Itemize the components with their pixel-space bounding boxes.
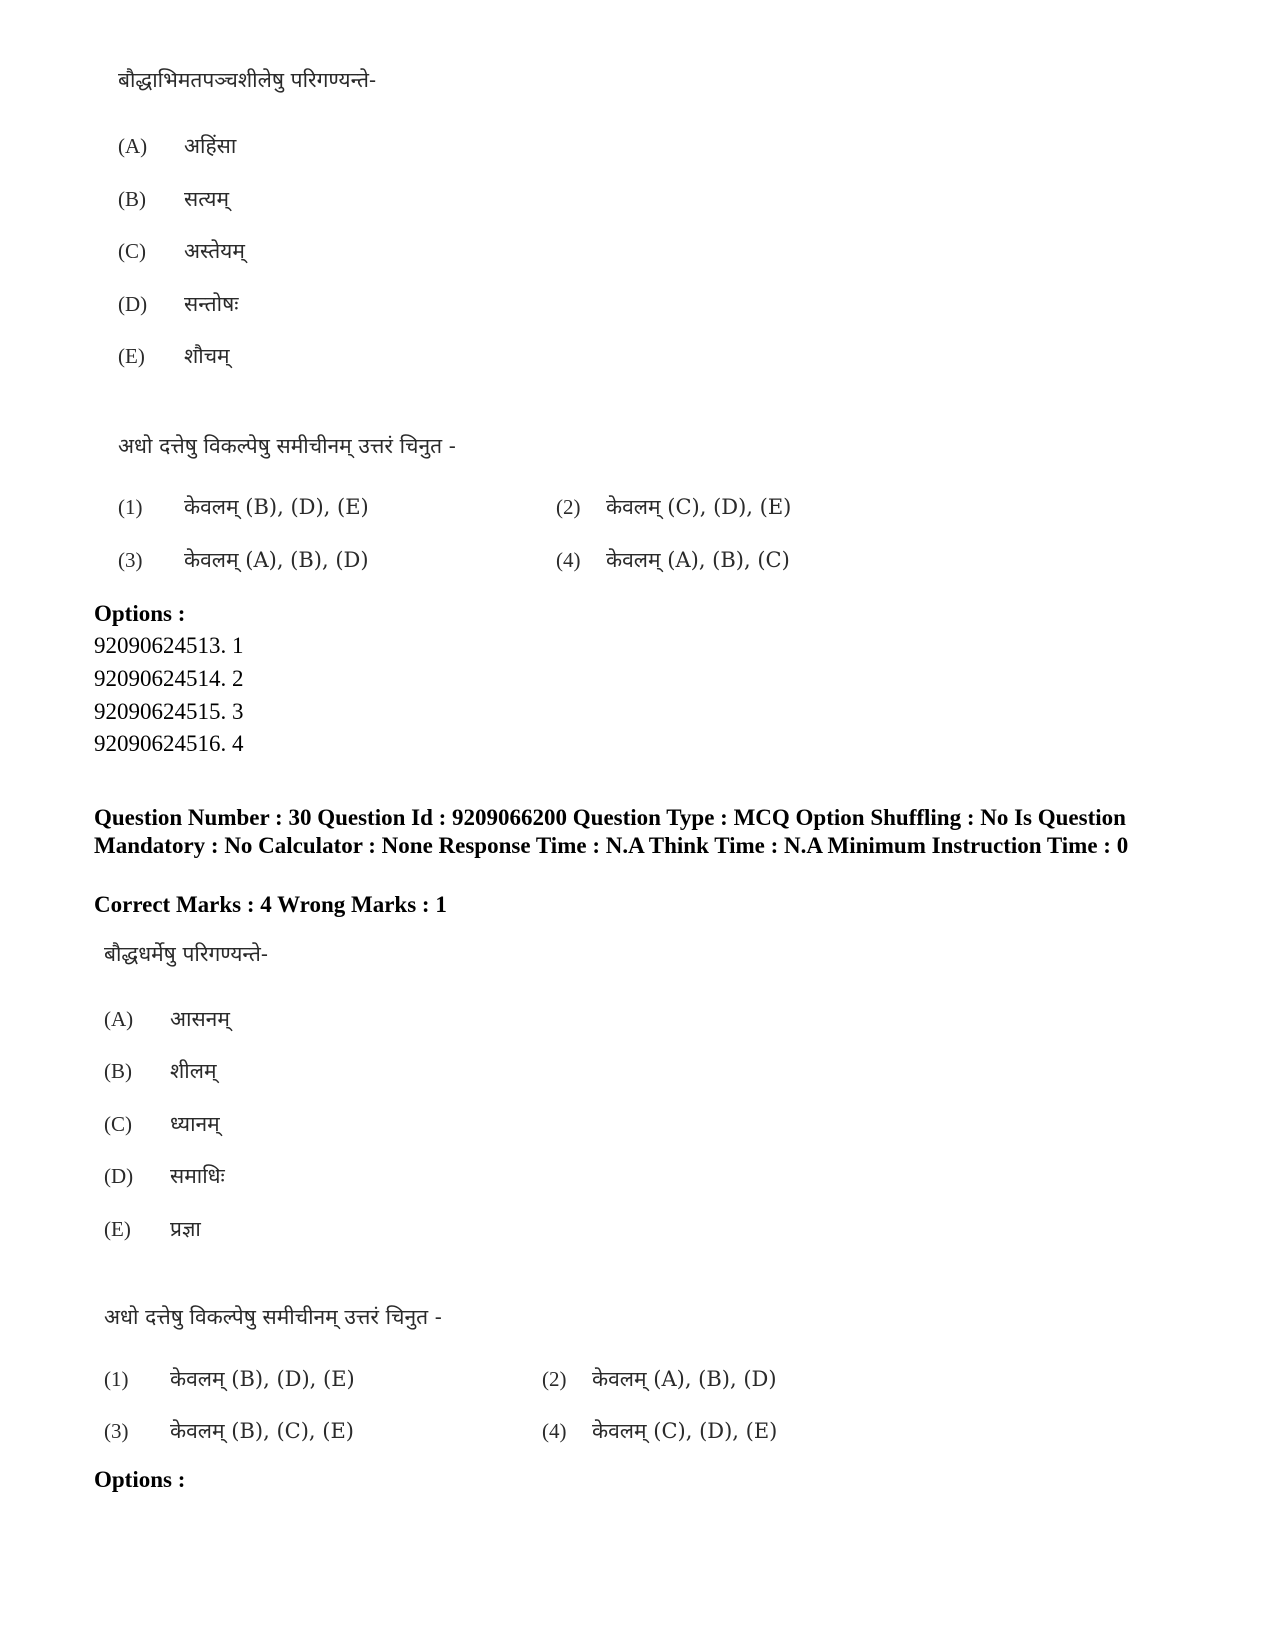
q30-choice-text: केवलम् (B), (C), (E)	[170, 1419, 354, 1443]
q29-choice-number: (3)	[118, 548, 143, 572]
q30-choice-number: (3)	[104, 1419, 129, 1443]
q30-marks: Correct Marks : 4 Wrong Marks : 1	[94, 892, 447, 917]
q30-item-text: ध्यानम्	[170, 1112, 220, 1136]
q30-item-text: आसनम्	[170, 1007, 230, 1031]
q29-choice-number: (4)	[556, 548, 581, 572]
q29-option-id: 92090624516. 4	[94, 731, 244, 756]
q29-item-text: सन्तोषः	[184, 292, 239, 316]
q29-item-text: अस्तेयम्	[184, 239, 245, 263]
q29-option-id: 92090624515. 3	[94, 699, 244, 724]
q29-choice-text: केवलम् (A), (B), (C)	[606, 548, 790, 572]
q29-item-text: अहिंसा	[184, 134, 237, 158]
q30-choice-text: केवलम् (C), (D), (E)	[592, 1419, 778, 1443]
q30-meta: Question Number : 30 Question Id : 9209066200 Question Type : MCQ Option Shuffling : No Is Question Mandatory : No Calculator : None Response Time : N.A Think Time : N.A Minimum Instruction Time : 0	[94, 805, 1129, 858]
q29-stem: बौद्धाभिमतपञ्चशीलेषु परिगण्यन्ते-	[118, 68, 377, 92]
q29-item-text: शौचम्	[184, 344, 230, 368]
q29-item-label: (E)	[118, 344, 145, 368]
q29-instruction: अधो दत्तेषु विकल्पेषु समीचीनम् उत्तरं चिनुत -	[118, 434, 456, 458]
q30-item-label: (E)	[104, 1217, 131, 1241]
q30-choice-number: (2)	[542, 1367, 567, 1391]
q29-item-label: (A)	[118, 134, 148, 158]
q29-item-label: (C)	[118, 239, 146, 263]
q30-item-label: (D)	[104, 1164, 134, 1188]
q29-choice-number: (1)	[118, 495, 143, 519]
q29-option-id: 92090624514. 2	[94, 666, 244, 691]
q30-choice-number: (1)	[104, 1367, 129, 1391]
q29-item-label: (B)	[118, 187, 146, 211]
q29-options-heading: Options :	[94, 601, 186, 626]
q30-item-text: शीलम्	[170, 1059, 217, 1083]
q29-choice-text: केवलम् (A), (B), (D)	[184, 548, 369, 572]
q30-item-label: (C)	[104, 1112, 132, 1136]
q30-instruction: अधो दत्तेषु विकल्पेषु समीचीनम् उत्तरं चिनुत -	[104, 1305, 442, 1329]
q30-choice-number: (4)	[542, 1419, 567, 1443]
q30-choice-text: केवलम् (B), (D), (E)	[170, 1367, 355, 1391]
q30-item-text: प्रज्ञा	[170, 1217, 201, 1241]
q29-choice-text: केवलम् (C), (D), (E)	[606, 495, 792, 519]
q30-choice-text: केवलम् (A), (B), (D)	[592, 1367, 777, 1391]
q30-item-label: (A)	[104, 1007, 134, 1031]
q30-stem: बौद्धधर्मेषु परिगण्यन्ते-	[104, 942, 268, 966]
q29-choice-number: (2)	[556, 495, 581, 519]
q30-options-heading: Options :	[94, 1467, 186, 1492]
q30-item-label: (B)	[104, 1059, 132, 1083]
q29-item-text: सत्यम्	[184, 187, 230, 211]
q29-item-label: (D)	[118, 292, 148, 316]
q29-choice-text: केवलम् (B), (D), (E)	[184, 495, 369, 519]
q29-option-id: 92090624513. 1	[94, 633, 244, 658]
q30-item-text: समाधिः	[170, 1164, 225, 1188]
